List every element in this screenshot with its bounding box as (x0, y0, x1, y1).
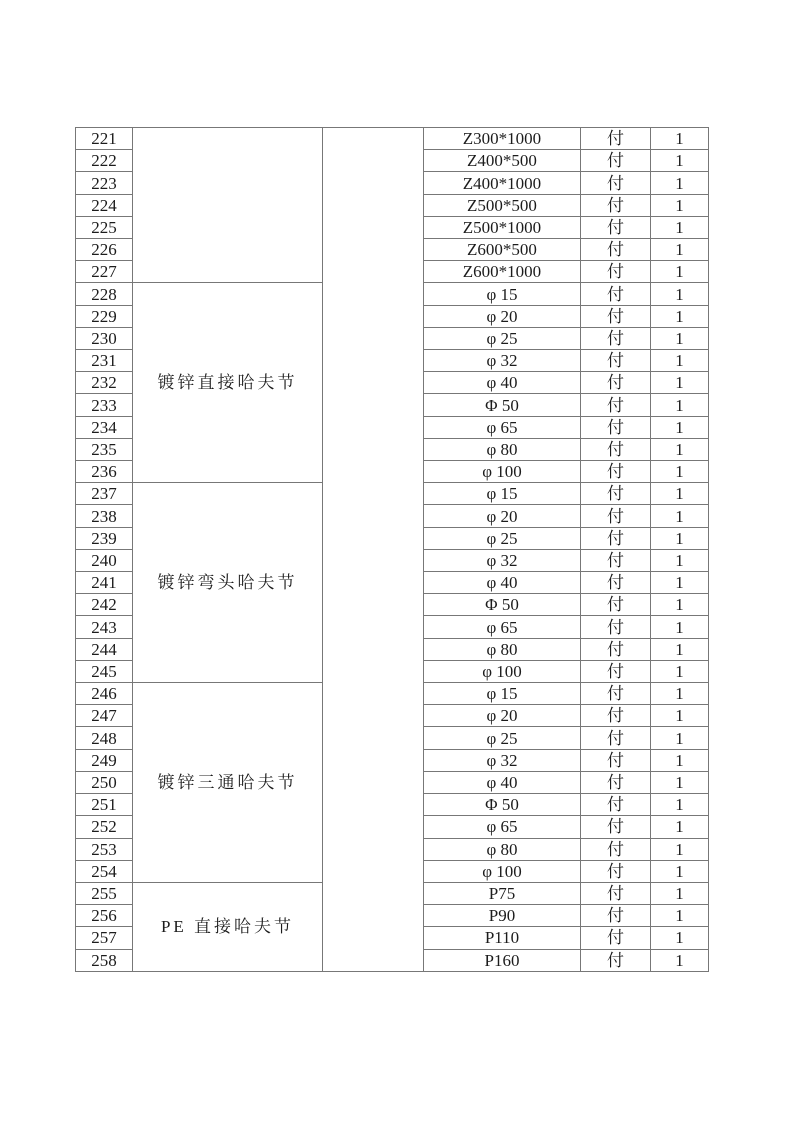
unit-cell: 付 (581, 372, 651, 394)
quantity-cell: 1 (651, 216, 709, 238)
spec-cell: φ 15 (424, 683, 581, 705)
spec-cell: φ 80 (424, 438, 581, 460)
unit-cell: 付 (581, 616, 651, 638)
spec-cell: φ 20 (424, 705, 581, 727)
unit-cell: 付 (581, 505, 651, 527)
row-number-cell: 248 (76, 727, 133, 749)
quantity-cell: 1 (651, 305, 709, 327)
unit-cell: 付 (581, 350, 651, 372)
quantity-cell: 1 (651, 150, 709, 172)
quantity-cell: 1 (651, 949, 709, 971)
spec-cell: φ 32 (424, 749, 581, 771)
unit-cell: 付 (581, 216, 651, 238)
quantity-cell: 1 (651, 594, 709, 616)
price-list-table-body (76, 128, 709, 972)
quantity-cell: 1 (651, 261, 709, 283)
row-number-cell: 225 (76, 216, 133, 238)
row-number-cell: 240 (76, 549, 133, 571)
quantity-cell: 1 (651, 638, 709, 660)
row-number-cell: 246 (76, 683, 133, 705)
row-number-cell: 226 (76, 239, 133, 261)
spec-cell: Z500*1000 (424, 216, 581, 238)
quantity-cell: 1 (651, 705, 709, 727)
row-number-cell: 237 (76, 483, 133, 505)
quantity-cell: 1 (651, 350, 709, 372)
quantity-cell: 1 (651, 771, 709, 793)
quantity-cell: 1 (651, 683, 709, 705)
unit-cell: 付 (581, 461, 651, 483)
item-name-cell: PE 直接哈夫节 (133, 882, 323, 971)
spec-cell: P110 (424, 927, 581, 949)
quantity-cell: 1 (651, 438, 709, 460)
unit-cell: 付 (581, 882, 651, 904)
spec-cell: φ 25 (424, 727, 581, 749)
spec-cell: Z300*1000 (424, 128, 581, 150)
spec-cell: Z500*500 (424, 194, 581, 216)
price-list-table (75, 127, 709, 972)
spec-cell: φ 100 (424, 660, 581, 682)
unit-cell: 付 (581, 705, 651, 727)
spec-cell: φ 40 (424, 771, 581, 793)
row-number-cell: 229 (76, 305, 133, 327)
unit-cell: 付 (581, 527, 651, 549)
quantity-cell: 1 (651, 816, 709, 838)
unit-cell: 付 (581, 172, 651, 194)
unit-cell: 付 (581, 927, 651, 949)
quantity-cell: 1 (651, 416, 709, 438)
row-number-cell: 252 (76, 816, 133, 838)
row-number-cell: 224 (76, 194, 133, 216)
unit-cell: 付 (581, 416, 651, 438)
unit-cell: 付 (581, 394, 651, 416)
spec-cell: φ 25 (424, 327, 581, 349)
row-number-cell: 234 (76, 416, 133, 438)
quantity-cell: 1 (651, 527, 709, 549)
spec-cell: Φ 50 (424, 394, 581, 416)
row-number-cell: 231 (76, 350, 133, 372)
quantity-cell: 1 (651, 239, 709, 261)
quantity-cell: 1 (651, 194, 709, 216)
row-number-cell: 239 (76, 527, 133, 549)
spec-cell: φ 20 (424, 505, 581, 527)
spec-cell: φ 80 (424, 838, 581, 860)
row-number-cell: 247 (76, 705, 133, 727)
row-number-cell: 255 (76, 882, 133, 904)
row-number-cell: 227 (76, 261, 133, 283)
quantity-cell: 1 (651, 394, 709, 416)
row-number-cell: 243 (76, 616, 133, 638)
quantity-cell: 1 (651, 905, 709, 927)
spec-cell: φ 20 (424, 305, 581, 327)
item-name-cell: 镀锌三通哈夫节 (133, 683, 323, 883)
row-number-cell: 253 (76, 838, 133, 860)
quantity-cell: 1 (651, 727, 709, 749)
spec-cell: φ 65 (424, 616, 581, 638)
row-number-cell: 244 (76, 638, 133, 660)
row-number-cell: 249 (76, 749, 133, 771)
spec-cell: φ 65 (424, 416, 581, 438)
row-number-cell: 230 (76, 327, 133, 349)
row-number-cell: 254 (76, 860, 133, 882)
spec-cell: Z600*1000 (424, 261, 581, 283)
spec-cell: φ 25 (424, 527, 581, 549)
spec-cell: φ 32 (424, 549, 581, 571)
unit-cell: 付 (581, 860, 651, 882)
unit-cell: 付 (581, 438, 651, 460)
spec-cell: φ 15 (424, 283, 581, 305)
unit-cell: 付 (581, 816, 651, 838)
unit-cell: 付 (581, 194, 651, 216)
spec-cell: φ 65 (424, 816, 581, 838)
row-number-cell: 223 (76, 172, 133, 194)
spec-cell: Z600*500 (424, 239, 581, 261)
spec-cell: P160 (424, 949, 581, 971)
unit-cell: 付 (581, 838, 651, 860)
unit-cell: 付 (581, 594, 651, 616)
row-number-cell: 228 (76, 283, 133, 305)
row-number-cell: 221 (76, 128, 133, 150)
quantity-cell: 1 (651, 749, 709, 771)
quantity-cell: 1 (651, 549, 709, 571)
quantity-cell: 1 (651, 794, 709, 816)
row-number-cell: 235 (76, 438, 133, 460)
row-number-cell: 256 (76, 905, 133, 927)
spec-cell: Φ 50 (424, 594, 581, 616)
unit-cell: 付 (581, 727, 651, 749)
quantity-cell: 1 (651, 660, 709, 682)
spec-cell: P90 (424, 905, 581, 927)
unit-cell: 付 (581, 239, 651, 261)
spec-cell: φ 15 (424, 483, 581, 505)
spec-cell: Z400*500 (424, 150, 581, 172)
row-number-cell: 236 (76, 461, 133, 483)
quantity-cell: 1 (651, 483, 709, 505)
quantity-cell: 1 (651, 283, 709, 305)
unit-cell: 付 (581, 660, 651, 682)
row-number-cell: 258 (76, 949, 133, 971)
row-number-cell: 250 (76, 771, 133, 793)
spec-cell: φ 40 (424, 372, 581, 394)
spec-cell: φ 40 (424, 572, 581, 594)
quantity-cell: 1 (651, 572, 709, 594)
unit-cell: 付 (581, 549, 651, 571)
spec-cell: Z400*1000 (424, 172, 581, 194)
spec-cell: φ 80 (424, 638, 581, 660)
item-name-cell: 镀锌弯头哈夫节 (133, 483, 323, 683)
spec-cell: φ 100 (424, 860, 581, 882)
quantity-cell: 1 (651, 128, 709, 150)
quantity-cell: 1 (651, 461, 709, 483)
quantity-cell: 1 (651, 882, 709, 904)
unit-cell: 付 (581, 261, 651, 283)
quantity-cell: 1 (651, 372, 709, 394)
row-number-cell: 257 (76, 927, 133, 949)
unit-cell: 付 (581, 283, 651, 305)
unit-cell: 付 (581, 305, 651, 327)
item-name-cell (133, 128, 323, 283)
unit-cell: 付 (581, 638, 651, 660)
unit-cell: 付 (581, 794, 651, 816)
quantity-cell: 1 (651, 616, 709, 638)
row-number-cell: 233 (76, 394, 133, 416)
quantity-cell: 1 (651, 172, 709, 194)
row-number-cell: 245 (76, 660, 133, 682)
unit-cell: 付 (581, 572, 651, 594)
unit-cell: 付 (581, 949, 651, 971)
unit-cell: 付 (581, 905, 651, 927)
unit-cell: 付 (581, 771, 651, 793)
unit-cell: 付 (581, 150, 651, 172)
quantity-cell: 1 (651, 838, 709, 860)
row-number-cell: 238 (76, 505, 133, 527)
row-number-cell: 251 (76, 794, 133, 816)
unit-cell: 付 (581, 683, 651, 705)
table-row (76, 128, 709, 150)
item-name-cell: 镀锌直接哈夫节 (133, 283, 323, 483)
spec-cell: P75 (424, 882, 581, 904)
spec-cell: φ 100 (424, 461, 581, 483)
row-number-cell: 242 (76, 594, 133, 616)
quantity-cell: 1 (651, 505, 709, 527)
quantity-cell: 1 (651, 927, 709, 949)
blank-middle-cell (323, 128, 424, 972)
row-number-cell: 241 (76, 572, 133, 594)
row-number-cell: 222 (76, 150, 133, 172)
quantity-cell: 1 (651, 860, 709, 882)
unit-cell: 付 (581, 128, 651, 150)
unit-cell: 付 (581, 327, 651, 349)
quantity-cell: 1 (651, 327, 709, 349)
unit-cell: 付 (581, 483, 651, 505)
spec-cell: φ 32 (424, 350, 581, 372)
row-number-cell: 232 (76, 372, 133, 394)
spec-cell: Φ 50 (424, 794, 581, 816)
unit-cell: 付 (581, 749, 651, 771)
